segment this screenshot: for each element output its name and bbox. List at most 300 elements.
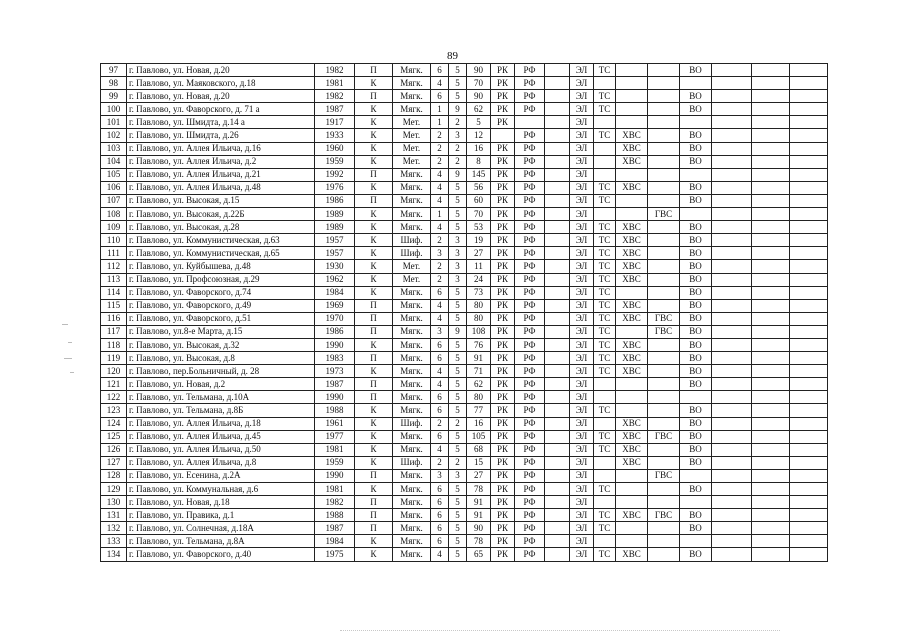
- table-cell: 1982: [315, 90, 355, 103]
- table-cell: 70: [467, 77, 491, 90]
- table-cell: [648, 404, 680, 417]
- table-cell: 5: [449, 286, 467, 299]
- table-cell: [545, 77, 570, 90]
- table-cell: Мягк.: [393, 404, 431, 417]
- table-cell: [648, 260, 680, 273]
- table-cell: РК: [491, 116, 515, 129]
- table-cell: К: [355, 338, 393, 351]
- table-cell: [616, 378, 648, 391]
- table-cell: К: [355, 142, 393, 155]
- table-cell: 1930: [315, 260, 355, 273]
- table-cell: РК: [491, 417, 515, 430]
- table-cell: ВО: [680, 404, 712, 417]
- table-cell: [790, 181, 828, 194]
- table-cell: 2: [449, 417, 467, 430]
- table-row: [101, 181, 828, 194]
- table-cell: П: [355, 469, 393, 482]
- table-cell: [616, 404, 648, 417]
- table-cell: ТС: [594, 352, 616, 365]
- table-cell: [545, 509, 570, 522]
- table-cell: К: [355, 548, 393, 561]
- table-cell: [790, 338, 828, 351]
- table-row: [101, 443, 828, 456]
- table-cell: РК: [491, 548, 515, 561]
- table-cell: [616, 168, 648, 181]
- table-cell: РК: [491, 378, 515, 391]
- table-row: [101, 417, 828, 430]
- table-cell: 4: [431, 299, 449, 312]
- table-cell: К: [355, 208, 393, 221]
- row-number-cell: 103: [101, 142, 127, 155]
- table-cell: ХВС: [616, 299, 648, 312]
- address-cell: г. Павлово, ул. Правика, д.1: [127, 509, 315, 522]
- table-cell: [790, 391, 828, 404]
- table-cell: 1962: [315, 273, 355, 286]
- table-cell: ТС: [594, 404, 616, 417]
- table-cell: ВО: [680, 430, 712, 443]
- table-cell: Мягк.: [393, 522, 431, 535]
- table-row: [101, 430, 828, 443]
- table-cell: [616, 194, 648, 207]
- table-cell: ТС: [594, 365, 616, 378]
- address-cell: г. Павлово, ул. Коммунистическая, д.65: [127, 247, 315, 260]
- table-cell: [648, 64, 680, 77]
- table-cell: [648, 286, 680, 299]
- table-cell: ЭЛ: [570, 483, 594, 496]
- table-cell: ЭЛ: [570, 286, 594, 299]
- table-cell: ЭЛ: [570, 338, 594, 351]
- table-cell: [790, 77, 828, 90]
- table-cell: [790, 208, 828, 221]
- table-cell: 71: [467, 365, 491, 378]
- table-cell: [752, 443, 790, 456]
- table-cell: ВО: [680, 286, 712, 299]
- table-cell: [790, 168, 828, 181]
- table-cell: Мягк.: [393, 221, 431, 234]
- table-cell: К: [355, 273, 393, 286]
- table-cell: ХВС: [616, 338, 648, 351]
- table-cell: 62: [467, 378, 491, 391]
- table-cell: 1973: [315, 365, 355, 378]
- table-cell: [712, 535, 752, 548]
- table-cell: Мягк.: [393, 208, 431, 221]
- table-cell: ХВС: [616, 509, 648, 522]
- table-cell: [712, 469, 752, 482]
- table-cell: [712, 391, 752, 404]
- table-cell: ТС: [594, 273, 616, 286]
- table-cell: [712, 443, 752, 456]
- table-cell: 6: [431, 352, 449, 365]
- table-cell: 1981: [315, 77, 355, 90]
- table-cell: ВО: [680, 443, 712, 456]
- table-cell: РК: [491, 286, 515, 299]
- scan-artifact: [340, 630, 780, 632]
- table-cell: 6: [431, 391, 449, 404]
- table-cell: [648, 116, 680, 129]
- table-cell: ХВС: [616, 155, 648, 168]
- row-number-cell: 104: [101, 155, 127, 168]
- table-cell: [752, 548, 790, 561]
- table-cell: РФ: [515, 404, 545, 417]
- table-cell: [712, 103, 752, 116]
- table-cell: [790, 443, 828, 456]
- table-cell: 1959: [315, 456, 355, 469]
- table-cell: ХВС: [616, 312, 648, 325]
- table-cell: [680, 208, 712, 221]
- table-cell: ТС: [594, 129, 616, 142]
- table-cell: РФ: [515, 260, 545, 273]
- table-cell: ЭЛ: [570, 208, 594, 221]
- table-cell: [752, 142, 790, 155]
- row-number-cell: 128: [101, 469, 127, 482]
- address-cell: г. Павлово, ул. Шмидта, д.14 а: [127, 116, 315, 129]
- table-cell: [616, 64, 648, 77]
- table-cell: [648, 194, 680, 207]
- table-cell: [594, 208, 616, 221]
- table-cell: [790, 64, 828, 77]
- table-cell: РФ: [515, 456, 545, 469]
- table-cell: [680, 77, 712, 90]
- table-cell: [790, 522, 828, 535]
- table-cell: [545, 299, 570, 312]
- table-cell: РФ: [515, 221, 545, 234]
- table-cell: ТС: [594, 299, 616, 312]
- table-cell: [712, 129, 752, 142]
- table-cell: РФ: [515, 247, 545, 260]
- table-cell: К: [355, 404, 393, 417]
- table-cell: [648, 352, 680, 365]
- table-cell: ГВС: [648, 430, 680, 443]
- table-cell: РК: [491, 64, 515, 77]
- table-cell: 1969: [315, 299, 355, 312]
- table-row: [101, 325, 828, 338]
- table-cell: К: [355, 116, 393, 129]
- table-cell: ВО: [680, 155, 712, 168]
- table-cell: 6: [431, 535, 449, 548]
- table-cell: [545, 378, 570, 391]
- table-cell: 5: [449, 535, 467, 548]
- table-cell: ХВС: [616, 456, 648, 469]
- table-cell: ГВС: [648, 509, 680, 522]
- table-cell: РФ: [515, 522, 545, 535]
- table-cell: [648, 103, 680, 116]
- table-cell: [752, 260, 790, 273]
- table-cell: [680, 496, 712, 509]
- table-cell: [752, 522, 790, 535]
- table-cell: [752, 496, 790, 509]
- row-number-cell: 102: [101, 129, 127, 142]
- table-cell: 62: [467, 103, 491, 116]
- table-cell: РФ: [515, 443, 545, 456]
- table-cell: ТС: [594, 548, 616, 561]
- table-cell: [790, 129, 828, 142]
- address-cell: г. Павлово, ул. Высокая, д.22Б: [127, 208, 315, 221]
- table-cell: РК: [491, 391, 515, 404]
- table-cell: 2: [431, 260, 449, 273]
- table-cell: 5: [449, 496, 467, 509]
- row-number-cell: 124: [101, 417, 127, 430]
- table-row: [101, 404, 828, 417]
- table-cell: [616, 208, 648, 221]
- table-cell: 2: [449, 116, 467, 129]
- table-row: [101, 260, 828, 273]
- table-cell: [545, 338, 570, 351]
- table-cell: 2: [449, 155, 467, 168]
- table-cell: ВО: [680, 522, 712, 535]
- table-cell: П: [355, 496, 393, 509]
- table-cell: [648, 365, 680, 378]
- table-cell: 12: [467, 129, 491, 142]
- table-cell: 5: [449, 299, 467, 312]
- table-cell: [752, 417, 790, 430]
- table-cell: РФ: [515, 365, 545, 378]
- table-cell: Мягк.: [393, 548, 431, 561]
- table-cell: 90: [467, 90, 491, 103]
- table-cell: 5: [449, 64, 467, 77]
- table-cell: [616, 325, 648, 338]
- table-cell: РК: [491, 365, 515, 378]
- table-cell: 108: [467, 325, 491, 338]
- table-cell: [790, 456, 828, 469]
- table-cell: ВО: [680, 456, 712, 469]
- table-cell: ТС: [594, 522, 616, 535]
- table-cell: [752, 286, 790, 299]
- table-row: [101, 247, 828, 260]
- table-cell: ЭЛ: [570, 90, 594, 103]
- table-cell: [545, 535, 570, 548]
- table-cell: [712, 312, 752, 325]
- table-cell: РФ: [515, 325, 545, 338]
- table-cell: [790, 103, 828, 116]
- table-cell: [712, 338, 752, 351]
- table-cell: [790, 142, 828, 155]
- table-cell: Мет.: [393, 116, 431, 129]
- table-cell: [712, 168, 752, 181]
- address-cell: г. Павлово, ул. Фаворского, д.74: [127, 286, 315, 299]
- address-cell: г. Павлово, ул. Фаворского, д. 71 а: [127, 103, 315, 116]
- table-cell: 2: [431, 417, 449, 430]
- table-cell: 4: [431, 365, 449, 378]
- row-number-cell: 107: [101, 194, 127, 207]
- table-cell: РФ: [515, 64, 545, 77]
- table-cell: К: [355, 417, 393, 430]
- table-row: [101, 64, 828, 77]
- table-cell: Мягк.: [393, 90, 431, 103]
- table-cell: ВО: [680, 338, 712, 351]
- table-cell: ГВС: [648, 469, 680, 482]
- table-cell: 5: [467, 116, 491, 129]
- address-cell: г. Павлово, ул. Коммунальная, д.6: [127, 483, 315, 496]
- table-cell: 3: [449, 260, 467, 273]
- table-cell: П: [355, 299, 393, 312]
- address-cell: г. Павлово, ул. Тельмана, д.8Б: [127, 404, 315, 417]
- table-cell: К: [355, 247, 393, 260]
- table-cell: [752, 352, 790, 365]
- table-row: [101, 338, 828, 351]
- table-cell: Мягк.: [393, 430, 431, 443]
- table-cell: [491, 129, 515, 142]
- address-cell: г. Павлово, ул. Аллея Ильича, д.45: [127, 430, 315, 443]
- table-cell: 1984: [315, 535, 355, 548]
- table-cell: П: [355, 194, 393, 207]
- table-row: [101, 365, 828, 378]
- table-cell: РФ: [515, 142, 545, 155]
- table-cell: 1987: [315, 522, 355, 535]
- row-number-cell: 99: [101, 90, 127, 103]
- table-cell: 5: [449, 221, 467, 234]
- table-cell: Мягк.: [393, 535, 431, 548]
- table-cell: [712, 116, 752, 129]
- table-cell: П: [355, 90, 393, 103]
- row-number-cell: 98: [101, 77, 127, 90]
- table-cell: 3: [449, 273, 467, 286]
- table-cell: П: [355, 522, 393, 535]
- table-cell: [752, 234, 790, 247]
- table-cell: [616, 469, 648, 482]
- table-row: [101, 509, 828, 522]
- table-cell: К: [355, 286, 393, 299]
- table-cell: [648, 77, 680, 90]
- table-cell: 73: [467, 286, 491, 299]
- table-cell: ТС: [594, 509, 616, 522]
- table-cell: 6: [431, 404, 449, 417]
- address-cell: г. Павлово, ул. Шмидта, д.26: [127, 129, 315, 142]
- table-cell: ВО: [680, 365, 712, 378]
- table-cell: 4: [431, 181, 449, 194]
- table-cell: 3: [431, 247, 449, 260]
- table-cell: [594, 496, 616, 509]
- row-number-cell: 130: [101, 496, 127, 509]
- table-cell: РК: [491, 273, 515, 286]
- table-cell: ЭЛ: [570, 404, 594, 417]
- table-cell: РК: [491, 103, 515, 116]
- row-number-cell: 110: [101, 234, 127, 247]
- table-cell: 5: [449, 509, 467, 522]
- table-row: [101, 496, 828, 509]
- table-cell: 1933: [315, 129, 355, 142]
- table-cell: [790, 116, 828, 129]
- table-cell: 3: [449, 247, 467, 260]
- address-cell: г. Павлово, ул. Солнечная, д.18А: [127, 522, 315, 535]
- table-cell: [752, 247, 790, 260]
- table-cell: [545, 116, 570, 129]
- table-cell: ВО: [680, 260, 712, 273]
- row-number-cell: 115: [101, 299, 127, 312]
- table-cell: ЭЛ: [570, 194, 594, 207]
- table-cell: 1987: [315, 103, 355, 116]
- table-cell: [790, 365, 828, 378]
- table-cell: [594, 168, 616, 181]
- table-cell: 27: [467, 469, 491, 482]
- table-cell: Мягк.: [393, 325, 431, 338]
- table-cell: [712, 221, 752, 234]
- address-cell: г. Павлово, ул. Аллея Ильича, д.2: [127, 155, 315, 168]
- table-cell: [545, 286, 570, 299]
- table-cell: [545, 142, 570, 155]
- table-cell: [648, 273, 680, 286]
- table-cell: [752, 299, 790, 312]
- table-cell: [712, 208, 752, 221]
- table-cell: К: [355, 129, 393, 142]
- table-cell: ХВС: [616, 247, 648, 260]
- table-cell: РК: [491, 234, 515, 247]
- table-cell: 3: [431, 469, 449, 482]
- table-row: [101, 221, 828, 234]
- table-cell: [790, 155, 828, 168]
- table-cell: 6: [431, 509, 449, 522]
- table-cell: 65: [467, 548, 491, 561]
- table-cell: [712, 325, 752, 338]
- table-cell: 4: [431, 221, 449, 234]
- table-cell: РФ: [515, 391, 545, 404]
- table-cell: ЭЛ: [570, 155, 594, 168]
- table-cell: 24: [467, 273, 491, 286]
- table-cell: [648, 90, 680, 103]
- table-row: [101, 103, 828, 116]
- table-cell: 11: [467, 260, 491, 273]
- table-cell: ВО: [680, 483, 712, 496]
- table-cell: ЭЛ: [570, 129, 594, 142]
- table-cell: К: [355, 234, 393, 247]
- table-cell: 19: [467, 234, 491, 247]
- table-cell: [752, 456, 790, 469]
- table-cell: ЭЛ: [570, 181, 594, 194]
- table-cell: [712, 181, 752, 194]
- table-cell: 9: [449, 325, 467, 338]
- table-cell: [712, 365, 752, 378]
- table-cell: 5: [449, 194, 467, 207]
- table-cell: [648, 142, 680, 155]
- table-cell: [790, 90, 828, 103]
- table-cell: [648, 535, 680, 548]
- table-cell: [545, 483, 570, 496]
- table-cell: 70: [467, 208, 491, 221]
- table-cell: [752, 273, 790, 286]
- table-cell: [545, 90, 570, 103]
- table-cell: 5: [449, 338, 467, 351]
- address-cell: г. Павлово, ул. Высокая, д.8: [127, 352, 315, 365]
- table-cell: [790, 483, 828, 496]
- row-number-cell: 97: [101, 64, 127, 77]
- table-cell: ХВС: [616, 273, 648, 286]
- table-cell: ТС: [594, 234, 616, 247]
- table-cell: Мягк.: [393, 194, 431, 207]
- table-cell: [545, 430, 570, 443]
- table-cell: [752, 312, 790, 325]
- table-cell: РФ: [515, 299, 545, 312]
- table-cell: ГВС: [648, 325, 680, 338]
- table-cell: РК: [491, 443, 515, 456]
- table-row: [101, 90, 828, 103]
- table-cell: [594, 456, 616, 469]
- table-cell: ВО: [680, 90, 712, 103]
- table-cell: [648, 391, 680, 404]
- table-cell: 1990: [315, 338, 355, 351]
- table-cell: [545, 208, 570, 221]
- table-cell: 105: [467, 430, 491, 443]
- table-cell: [712, 286, 752, 299]
- row-number-cell: 108: [101, 208, 127, 221]
- table-cell: [648, 221, 680, 234]
- table-cell: ВО: [680, 129, 712, 142]
- table-cell: РК: [491, 77, 515, 90]
- table-cell: [545, 522, 570, 535]
- table-cell: РК: [491, 496, 515, 509]
- table-cell: РК: [491, 168, 515, 181]
- table-cell: 1917: [315, 116, 355, 129]
- table-cell: 4: [431, 194, 449, 207]
- table-cell: 1989: [315, 208, 355, 221]
